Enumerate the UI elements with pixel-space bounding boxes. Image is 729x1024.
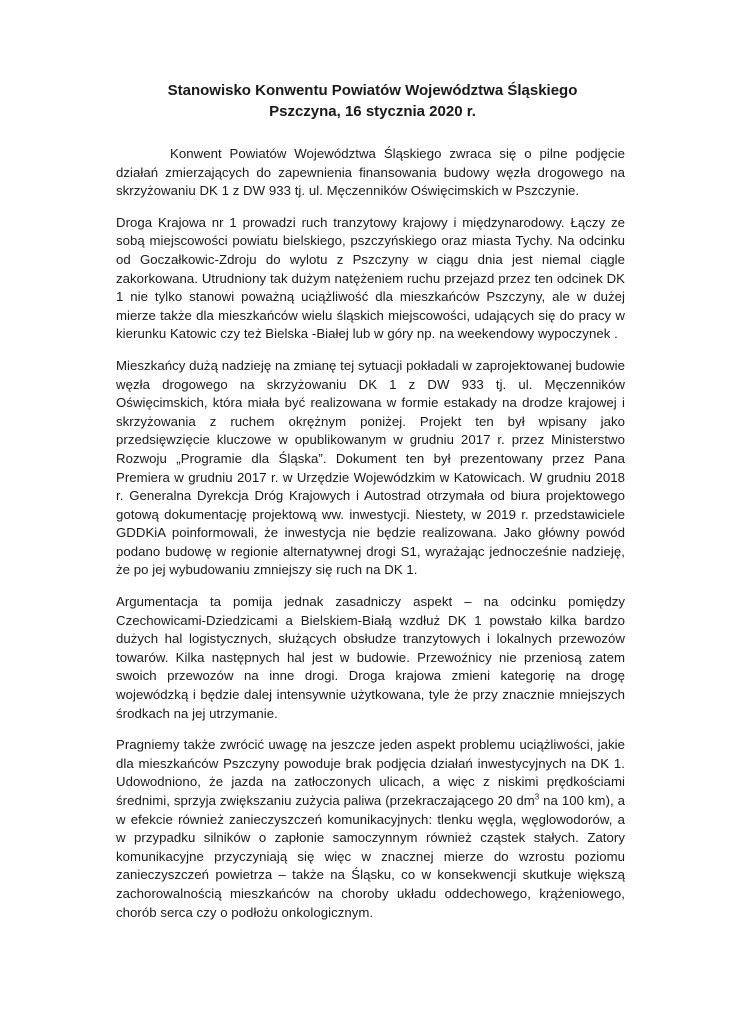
document-heading	[116, 80, 625, 122]
document-title: Stanowisko Konwentu Powiatów Województwa Śląskiego	[167, 82, 578, 99]
pollution-text-end: na 100 km), a w efekcie również zanieczyszczeń komunikacyjnych: tlenku węgla, węglowodorów, a w przypadku silników o zapłonie samoczynnym również cząstek stałych. Zatory komunikacyjne przyczyniają się więc w znacznej mierze do wzrostu poziomu zanieczyszczeń powietrza – także na Śląsku, co w konsekwencji skutkuje większą zachorowalnością mieszkańców na choroby układu oddechowego, krążeniowego, chorób serca czy o podłożu onkologicznym.	[116, 793, 625, 920]
paragraph-dk1-traffic: Droga Krajowa nr 1 prowadzi ruch tranzytowy krajowy i międzynarodowy. Łączy ze sobą miejscowości powiatu bielskiego, pszczyńskiego oraz miasta Tychy. Na odcinku od Goczałkowic-Zdroju do wylotu z Pszczyny w ciągu dnia jest niemal ciągle zakorkowana. Utrudniony tak dużym natężeniem ruchu przejazd przez ten odcinek DK 1 nie tylko stanowi poważną uciążliwość dla mieszkańców Pszczyny, ale w dużej mierze także dla mieszkańców wielu śląskich miejscowości, udających się do pracy w kierunku Katowic czy też Bielska -Białej lub w góry np. na weekendowy wypoczynek .	[116, 214, 625, 342]
paragraph-request: Konwent Powiatów Województwa Śląskiego zwraca się o pilne podjęcie działań zmierzających do zapewnienia finansowania budowy węzła drogowego na skrzyżowaniu DK 1 z DW 933 tj. ul. Męczenników Oświęcimskich w Pszczynie.	[116, 146, 625, 199]
paragraph-interchange-project: Mieszkańcy dużą nadzieję na zmianę tej sytuacji pokładali w zaprojektowanej budowie węzła drogowego na skrzyżowaniu DK 1 z DW 933 tj. ul. Męczenników Oświęcimskich, która miała być realizowana w formie estakady na drodze krajowej i skrzyżowania z ruchem okrężnym poniżej. Projekt ten był wpisany jako przedsięwzięcie kluczowe w opublikowanym w grudniu 2017 r. przez Ministerstwo Rozwoju „Programie dla Śląska”. Dokument ten był prezentowany przez Pana Premiera w grudniu 2017 r. w Urzędzie Wojewódzkim w Katowicach. W grudniu 2018 r. Generalna Dyrekcja Dróg Krajowych i Autostrad otrzymała od biura projektowego gotową dokumentację projektową ww. inwestycji. Niestety, w 2019 r. przedstawiciele GDDKiA poinformowali, że inwestycja nie będzie realizowana. Jako główny powód podano budowę w regionie alternatywnej drogi S1, wyrażając jednocześnie nadzieję, że po jej wybudowaniu zmniejszy się ruch na DK 1.	[116, 357, 625, 578]
paragraph-pollution	[116, 736, 625, 922]
cubic-superscript: 3	[534, 792, 540, 802]
document-date-line: Pszczyna, 16 stycznia 2020 r.	[269, 103, 476, 120]
pollution-text-start: Pragniemy także zwrócić uwagę na jeszcze jeden aspekt problemu uciążliwości, jakie dla mieszkańców Pszczyny powoduje brak podjęcia działań inwestycyjnych na DK 1. Udowodniono, że jazda na zatłoczonych ulicach, a więc z niskimi prędkościami średnimi, sprzyja zwiększaniu zużycia paliwa (przekraczającego 20 dm	[116, 737, 625, 808]
paragraph-argumentation: Argumentacja ta pomija jednak zasadniczy aspekt – na odcinku pomiędzy Czechowicami-Dziedzicami a Bielskiem-Białą wzdłuż DK 1 powstało kilka bardzo dużych hal logistycznych, służących obsłudze tranzytowych i lokalnych przewozów towarów. Kilka następnych hal jest w budowie. Przewoźnicy nie przeniosą zatem swoich przewozów na inne drogi. Droga krajowa zmieni kategorię na drogę wojewódzką i będzie dalej intensywnie użytkowana, tyle że przy znacznie mniejszych środkach na jej utrzymanie.	[116, 594, 625, 721]
